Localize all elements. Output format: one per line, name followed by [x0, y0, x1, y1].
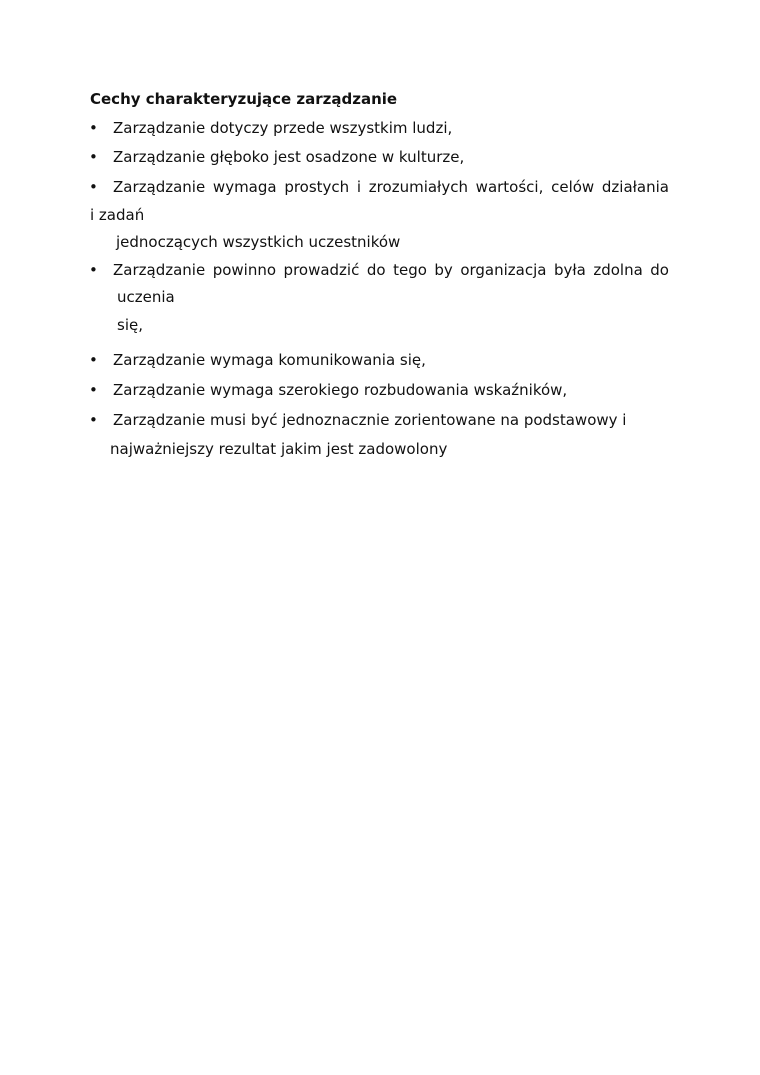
bullet-icon: •	[89, 119, 98, 137]
list-item-text: Zarządzanie głęboko jest osadzone w kulturze,	[113, 148, 465, 166]
list-item-text-continuation: uczenia	[117, 288, 175, 306]
list-item-text-continuation: się,	[117, 316, 143, 334]
list-item-text-continuation: najważniejszy rezultat jakim jest zadowolony	[110, 440, 448, 458]
list-item-text: Zarządzanie wymaga szerokiego rozbudowania wskaźników,	[113, 381, 568, 399]
bullet-icon: •	[89, 148, 98, 166]
document-heading: Cechy charakteryzujące zarządzanie	[90, 90, 398, 108]
list-item-text: Zarządzanie wymaga prostych i zrozumiałych wartości, celów działania	[113, 178, 669, 196]
list-item-text-continuation: i zadań	[90, 206, 145, 224]
bullet-icon: •	[89, 381, 98, 399]
list-item-text: Zarządzanie dotyczy przede wszystkim ludzi,	[113, 119, 453, 137]
bullet-icon: •	[89, 178, 98, 196]
bullet-icon: •	[89, 411, 98, 429]
bullet-icon: •	[89, 351, 98, 369]
list-item-text: Zarządzanie wymaga komunikowania się,	[113, 351, 426, 369]
list-item-text-continuation: jednoczących wszystkich uczestników	[116, 233, 401, 251]
list-item-text: Zarządzanie musi być jednoznacznie zorientowane na podstawowy i	[113, 411, 627, 429]
bullet-icon: •	[89, 261, 98, 279]
list-item-text: Zarządzanie powinno prowadzić do tego by organizacja była zdolna do	[113, 261, 669, 279]
